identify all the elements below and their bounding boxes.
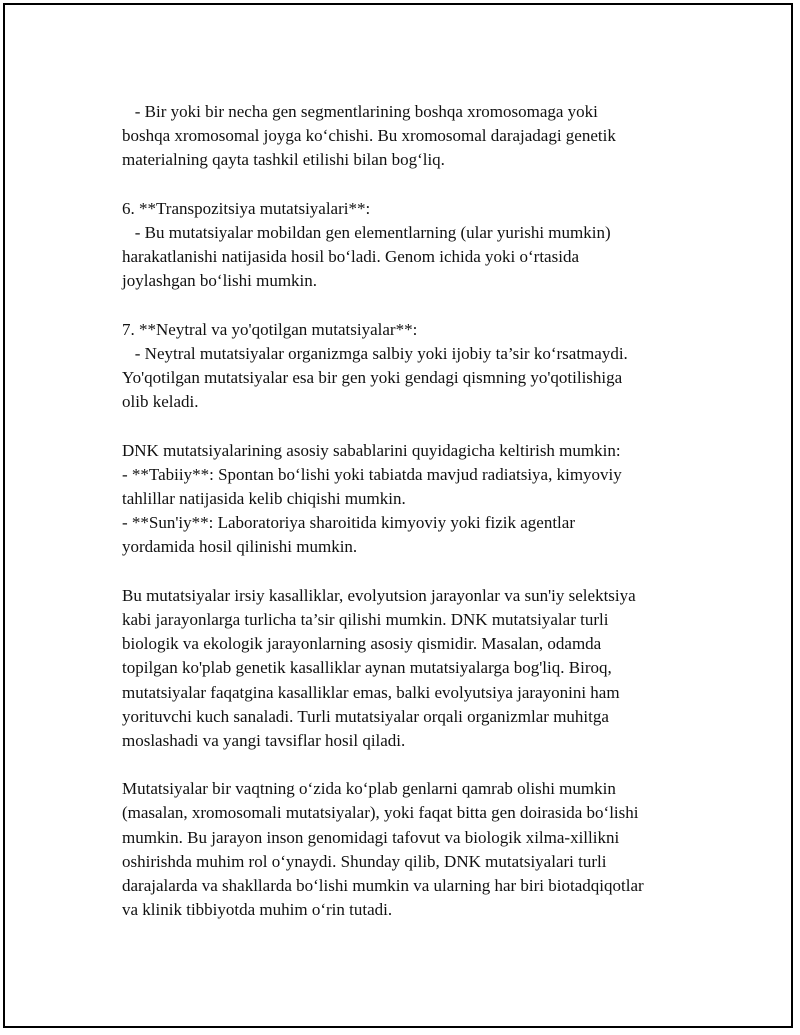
text-line: kabi jarayonlarga turlicha ta’sir qilishi mumkin. DNK mutatsiyalar turli bbox=[122, 609, 609, 629]
paragraph-neutral-lost-mutations bbox=[122, 318, 722, 415]
paragraph-spacer bbox=[122, 294, 722, 318]
paragraph-spacer bbox=[122, 414, 722, 438]
paragraph-translocation-description bbox=[122, 100, 722, 173]
text-line: va klinik tibbiyotda muhim o‘rin tutadi. bbox=[122, 900, 393, 920]
paragraph-spacer bbox=[122, 753, 722, 777]
text-line: moslashadi va yangi tavsiflar hosil qiladi. bbox=[122, 730, 406, 750]
text-line: (masalan, xromosomali mutatsiyalar), yoki faqat bitta gen doirasida bo‘lishi bbox=[122, 803, 639, 823]
text-line: - **Tabiiy**: Spontan bo‘lishi yoki tabiatda mavjud radiatsiya, kimyoviy bbox=[122, 464, 622, 484]
list-item-heading: 7. **Neytral va yo'qotilgan mutatsiyalar**: bbox=[122, 319, 418, 339]
document-body bbox=[122, 100, 722, 922]
text-line: tahlillar natijasida kelib chiqishi mumkin. bbox=[122, 489, 406, 508]
text-line: mutatsiyalar faqatgina kasalliklar emas, balki evolyutsiya jarayonini ham bbox=[122, 682, 620, 702]
text-line: mumkin. Bu jarayon inson genomidagi tafovut va biologik xilma-xillikni bbox=[122, 827, 620, 847]
text-line: - Bu mutatsiyalar mobildan gen elementlarning (ular yurishi mumkin) bbox=[122, 222, 611, 242]
text-line: boshqa xromosomal joyga ko‘chishi. Bu xromosomal darajadagi genetik bbox=[122, 126, 616, 146]
paragraph-mutation-effects bbox=[122, 584, 722, 753]
text-line: biologik va ekologik jarayonlarning asosiy qismidir. Masalan, odamda bbox=[122, 634, 602, 654]
list-item-heading: 6. **Transpozitsiya mutatsiyalari**: bbox=[122, 198, 371, 218]
text-line: materialning qayta tashkil etilishi bilan bog‘liq. bbox=[122, 150, 445, 170]
page-frame bbox=[3, 3, 793, 1028]
text-line: olib keladi. bbox=[122, 392, 199, 412]
text-line: - Bir yoki bir necha gen segmentlarining boshqa xromosomaga yoki bbox=[122, 102, 598, 121]
text-line: yordamida hosil qilinishi mumkin. bbox=[122, 537, 358, 557]
text-line: joylashgan bo‘lishi mumkin. bbox=[122, 271, 318, 291]
paragraph-spacer bbox=[122, 173, 722, 197]
text-line: Yo'qotilgan mutatsiyalar esa bir gen yoki gendagi qismning yo'qotilishiga bbox=[122, 368, 623, 388]
text-line: Bu mutatsiyalar irsiy kasalliklar, evolyutsion jarayonlar va sun'iy selektsiya bbox=[122, 585, 636, 605]
paragraph-mutation-causes bbox=[122, 439, 722, 560]
text-line: yorituvchi kuch sanaladi. Turli mutatsiyalar orqali organizmlar muhitga bbox=[122, 706, 609, 726]
text-line: Mutatsiyalar bir vaqtning o‘zida ko‘plab genlarni qamrab olishi mumkin bbox=[122, 779, 616, 799]
paragraph-conclusion bbox=[122, 777, 722, 922]
paragraph-spacer bbox=[122, 560, 722, 584]
text-line: - **Sun'iy**: Laboratoriya sharoitida kimyoviy yoki fizik agentlar bbox=[122, 513, 575, 533]
text-line: darajalarda va shakllarda bo‘lishi mumkin va ularning har biri biotadqiqotlar bbox=[122, 876, 644, 895]
text-line: harakatlanishi natijasida hosil bo‘ladi. Genom ichida yoki o‘rtasida bbox=[122, 247, 579, 267]
text-line: oshirishda muhim rol o‘ynaydi. Shunday qilib, DNK mutatsiyalari turli bbox=[122, 851, 607, 871]
text-line: DNK mutatsiyalarining asosiy sabablarini quyidagicha keltirish mumkin: bbox=[122, 440, 621, 460]
paragraph-transposition-mutations bbox=[122, 197, 722, 294]
text-line: topilgan ko'plab genetik kasalliklar aynan mutatsiyalarga bog'liq. Biroq, bbox=[122, 658, 612, 678]
text-line: - Neytral mutatsiyalar organizmga salbiy yoki ijobiy ta’sir ko‘rsatmaydi. bbox=[122, 343, 628, 363]
